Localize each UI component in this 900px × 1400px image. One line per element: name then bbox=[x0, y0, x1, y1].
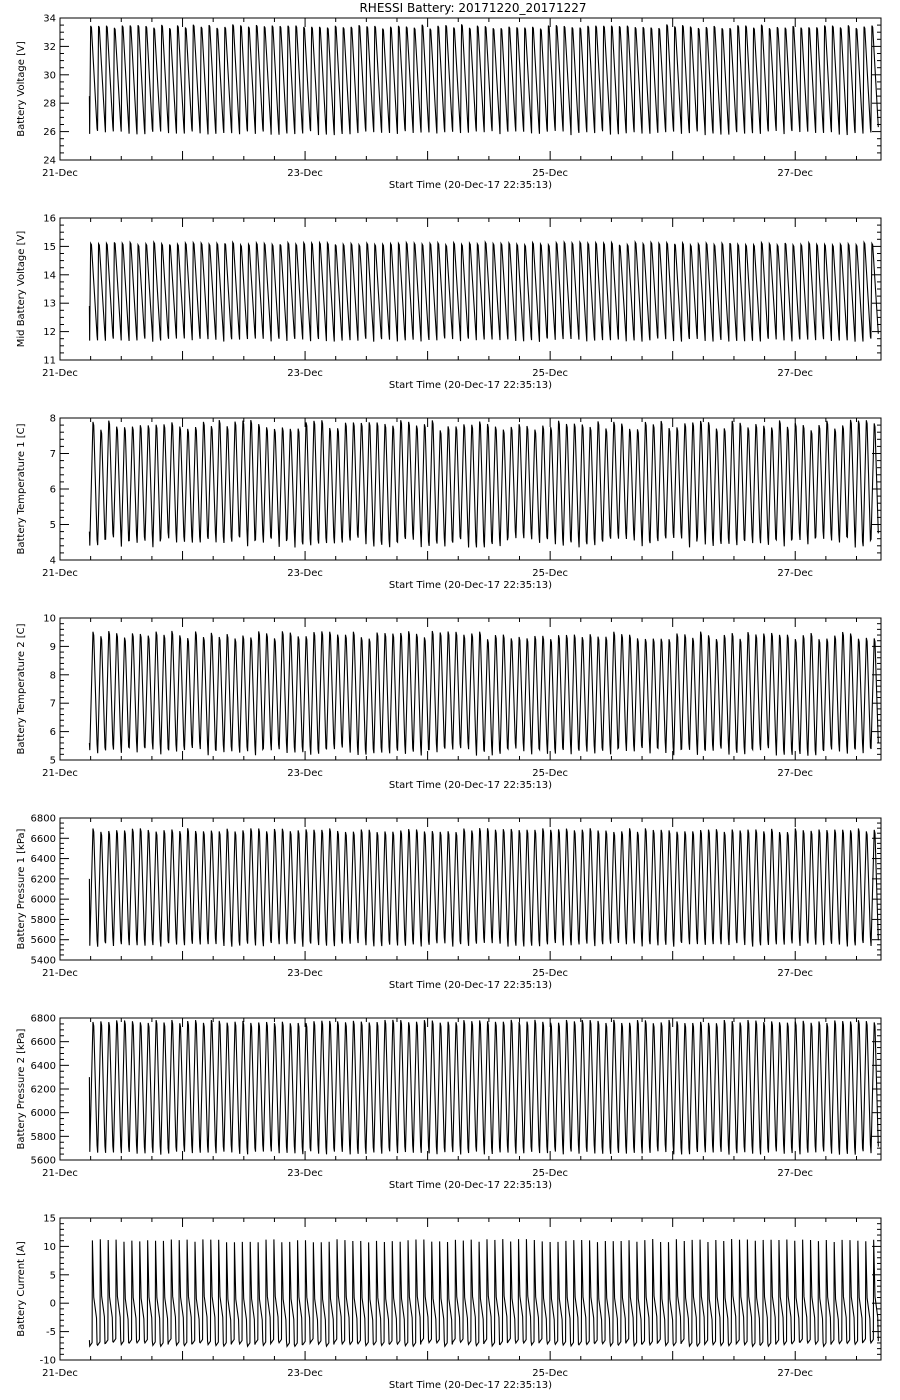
x-axis-title: Start Time (20-Dec-17 22:35:13) bbox=[388, 980, 553, 991]
y-tick-label: 32 bbox=[43, 41, 56, 53]
x-axis-title: Start Time (20-Dec-17 22:35:13) bbox=[388, 780, 553, 791]
panel-2 bbox=[16, 214, 881, 392]
x-tick-label: 21-Dec bbox=[42, 768, 78, 779]
x-tick-label: 25-Dec bbox=[532, 968, 568, 979]
y-axis-title: Mid Battery Voltage [V] bbox=[16, 230, 27, 348]
y-tick-label: 10 bbox=[43, 613, 56, 625]
y-tick-label: 6400 bbox=[30, 854, 56, 866]
y-tick-label: 5800 bbox=[30, 1131, 56, 1143]
y-tick-label: 7 bbox=[49, 449, 56, 460]
y-tick-label: 10 bbox=[43, 1241, 56, 1253]
x-tick-label: 25-Dec bbox=[532, 1368, 568, 1379]
figure-title: RHESSI Battery: 20171220_20171227 bbox=[359, 1, 587, 15]
y-tick-label: 8 bbox=[49, 670, 56, 682]
x-tick-label: 25-Dec bbox=[532, 768, 568, 779]
y-tick-label: 24 bbox=[43, 155, 56, 167]
panel-6 bbox=[16, 1014, 881, 1192]
x-tick-label: 23-Dec bbox=[287, 1168, 323, 1179]
series-line bbox=[89, 828, 878, 947]
y-tick-label: 6200 bbox=[30, 1084, 56, 1096]
x-tick-label: 25-Dec bbox=[532, 168, 568, 179]
y-tick-label: 6000 bbox=[30, 1108, 56, 1120]
y-tick-label: 9 bbox=[49, 641, 56, 653]
x-tick-label: 23-Dec bbox=[287, 368, 323, 379]
y-tick-label: 5600 bbox=[30, 1155, 56, 1167]
x-tick-label: 27-Dec bbox=[777, 168, 814, 179]
x-tick-label: 27-Dec bbox=[777, 1168, 814, 1179]
y-tick-label: 14 bbox=[43, 270, 56, 282]
x-tick-label: 25-Dec bbox=[532, 568, 568, 579]
x-tick-label: 25-Dec bbox=[532, 1168, 568, 1179]
y-tick-label: 5600 bbox=[30, 935, 56, 947]
y-tick-label: 6 bbox=[49, 727, 56, 739]
y-tick-label: 28 bbox=[43, 98, 56, 110]
y-tick-label: 6600 bbox=[30, 1037, 56, 1049]
x-tick-label: 21-Dec bbox=[42, 368, 78, 379]
y-tick-label: 6600 bbox=[30, 833, 56, 845]
panel-1 bbox=[16, 14, 881, 192]
series-line bbox=[89, 24, 878, 135]
x-tick-label: 21-Dec bbox=[42, 968, 78, 979]
y-tick-label: 4 bbox=[49, 555, 56, 567]
y-axis-title: Battery Temperature 2 [C] bbox=[16, 623, 27, 755]
x-tick-label: 27-Dec bbox=[777, 368, 814, 379]
y-tick-label: 5400 bbox=[30, 955, 56, 967]
y-tick-label: 0 bbox=[49, 1298, 56, 1310]
y-tick-label: 11 bbox=[43, 355, 56, 367]
y-tick-label: 6 bbox=[49, 484, 56, 496]
series-line bbox=[89, 1020, 878, 1155]
y-tick-label: 6400 bbox=[30, 1060, 56, 1072]
x-tick-label: 21-Dec bbox=[42, 168, 78, 179]
y-tick-label: 30 bbox=[43, 70, 56, 82]
x-tick-label: 27-Dec bbox=[777, 768, 814, 779]
x-tick-label: 23-Dec bbox=[287, 568, 323, 579]
x-axis-title: Start Time (20-Dec-17 22:35:13) bbox=[388, 1180, 553, 1191]
y-tick-label: 5 bbox=[49, 520, 56, 531]
plot-frame bbox=[60, 218, 881, 360]
x-tick-label: 27-Dec bbox=[777, 568, 814, 579]
x-tick-label: 23-Dec bbox=[287, 768, 323, 779]
series-line bbox=[89, 242, 878, 342]
y-tick-label: 6800 bbox=[30, 1013, 56, 1025]
panel-5 bbox=[16, 814, 881, 992]
y-tick-label: 6000 bbox=[30, 894, 56, 906]
x-tick-label: 21-Dec bbox=[42, 1168, 78, 1179]
y-tick-label: 15 bbox=[43, 241, 56, 253]
x-tick-label: 21-Dec bbox=[42, 568, 78, 579]
x-tick-label: 25-Dec bbox=[532, 368, 568, 379]
series-line bbox=[89, 631, 878, 756]
y-tick-label: 7 bbox=[49, 698, 56, 710]
y-axis-title: Battery Pressure 1 [kPa] bbox=[16, 828, 27, 950]
series-line bbox=[89, 1239, 878, 1346]
x-axis-title: Start Time (20-Dec-17 22:35:13) bbox=[388, 580, 553, 591]
x-tick-label: 27-Dec bbox=[777, 968, 814, 979]
y-tick-label: 8 bbox=[49, 413, 56, 425]
x-axis-title: Start Time (20-Dec-17 22:35:13) bbox=[388, 380, 553, 391]
x-tick-label: 23-Dec bbox=[287, 1368, 323, 1379]
x-tick-label: 23-Dec bbox=[287, 168, 323, 179]
panels bbox=[16, 14, 881, 1392]
x-tick-label: 27-Dec bbox=[777, 1368, 814, 1379]
y-tick-label: 13 bbox=[43, 298, 56, 310]
x-axis-title: Start Time (20-Dec-17 22:35:13) bbox=[388, 1380, 553, 1391]
y-axis-title: Battery Current [A] bbox=[16, 1241, 27, 1337]
y-tick-label: 5 bbox=[49, 1270, 56, 1282]
y-tick-label: 5800 bbox=[30, 914, 56, 926]
y-tick-label: 34 bbox=[43, 13, 56, 25]
panel-7 bbox=[16, 1214, 881, 1392]
y-tick-label: -10 bbox=[39, 1355, 56, 1367]
x-axis-title: Start Time (20-Dec-17 22:35:13) bbox=[388, 180, 553, 191]
y-tick-label: 12 bbox=[43, 327, 56, 339]
y-tick-label: 26 bbox=[43, 127, 56, 139]
y-tick-label: 16 bbox=[43, 213, 56, 225]
y-axis-title: Battery Voltage [V] bbox=[16, 41, 27, 137]
y-tick-label: 5 bbox=[49, 755, 56, 767]
y-tick-label: -5 bbox=[46, 1327, 56, 1339]
x-tick-label: 21-Dec bbox=[42, 1368, 78, 1379]
y-tick-label: 15 bbox=[43, 1213, 56, 1225]
series-line bbox=[89, 420, 878, 548]
y-tick-label: 6800 bbox=[30, 813, 56, 825]
y-axis-title: Battery Pressure 2 [kPa] bbox=[16, 1028, 27, 1150]
y-axis-title: Battery Temperature 1 [C] bbox=[16, 423, 27, 555]
x-tick-label: 23-Dec bbox=[287, 968, 323, 979]
panel-4 bbox=[16, 614, 881, 792]
panel-3 bbox=[16, 414, 881, 592]
y-tick-label: 6200 bbox=[30, 874, 56, 886]
